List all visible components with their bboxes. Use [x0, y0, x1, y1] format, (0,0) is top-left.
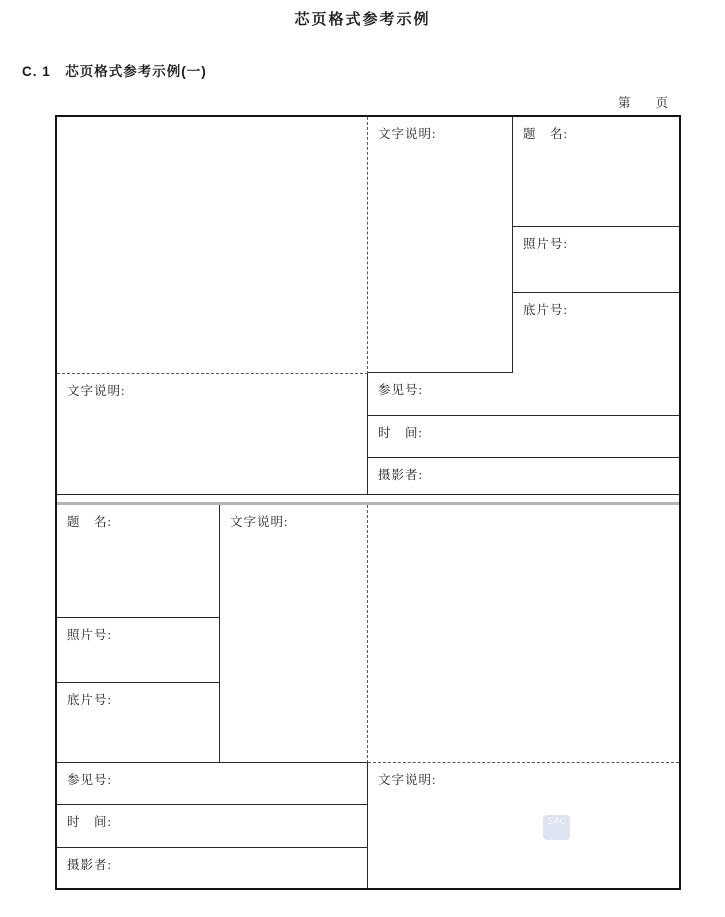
- photographer-label: 摄影者:: [378, 468, 423, 482]
- photo-number-label: 照片号:: [523, 237, 568, 251]
- time-label: 时 间:: [67, 815, 112, 829]
- bottom-form-photo-area-cell: [368, 505, 679, 763]
- bottom-form-right-text-description-cell: [368, 763, 679, 888]
- top-form-title-cell: [513, 117, 679, 227]
- bottom-form-negative-number-cell: [57, 683, 220, 763]
- top-form-left-text-description-cell: [57, 374, 368, 495]
- text-description-label: 文字说明:: [378, 127, 437, 141]
- section-heading: C. 1 芯页格式参考示例(一): [22, 64, 207, 79]
- text-description-label: 文字说明:: [67, 384, 126, 398]
- top-form-time-cell: [368, 416, 679, 458]
- bottom-form-photographer-cell: [57, 848, 368, 888]
- top-form-reference-number-cell: [368, 373, 679, 416]
- page-title: 芯页格式参考示例: [294, 11, 431, 28]
- negative-number-label: 底片号:: [67, 693, 112, 707]
- core-page-form-table: [55, 115, 681, 890]
- time-label: 时 间:: [378, 426, 423, 440]
- bottom-form-title-cell: [57, 505, 220, 618]
- top-form-photo-area-cell: [57, 117, 368, 374]
- bottom-form-text-description-cell: [220, 505, 368, 763]
- photo-number-label: 照片号:: [67, 628, 112, 642]
- page-number-label: 第 页: [617, 96, 668, 110]
- text-description-label: 文字说明:: [378, 773, 437, 787]
- title-label: 题 名:: [523, 127, 568, 141]
- top-form-text-description-cell: [368, 117, 513, 373]
- photographer-label: 摄影者:: [67, 858, 112, 872]
- bottom-form-photo-number-cell: [57, 618, 220, 683]
- reference-number-label: 参见号:: [67, 773, 112, 787]
- bottom-form-time-cell: [57, 805, 368, 848]
- title-label: 题 名:: [67, 515, 112, 529]
- sac-watermark-logo: SAC: [543, 815, 570, 840]
- reference-number-label: 参见号:: [378, 383, 423, 397]
- bottom-form-reference-number-cell: [57, 763, 368, 805]
- top-form-photographer-cell: [368, 458, 679, 495]
- negative-number-label: 底片号:: [523, 303, 568, 317]
- top-form-photo-number-cell: [513, 227, 679, 293]
- text-description-label: 文字说明:: [230, 515, 289, 529]
- top-form-negative-number-cell: [513, 293, 679, 373]
